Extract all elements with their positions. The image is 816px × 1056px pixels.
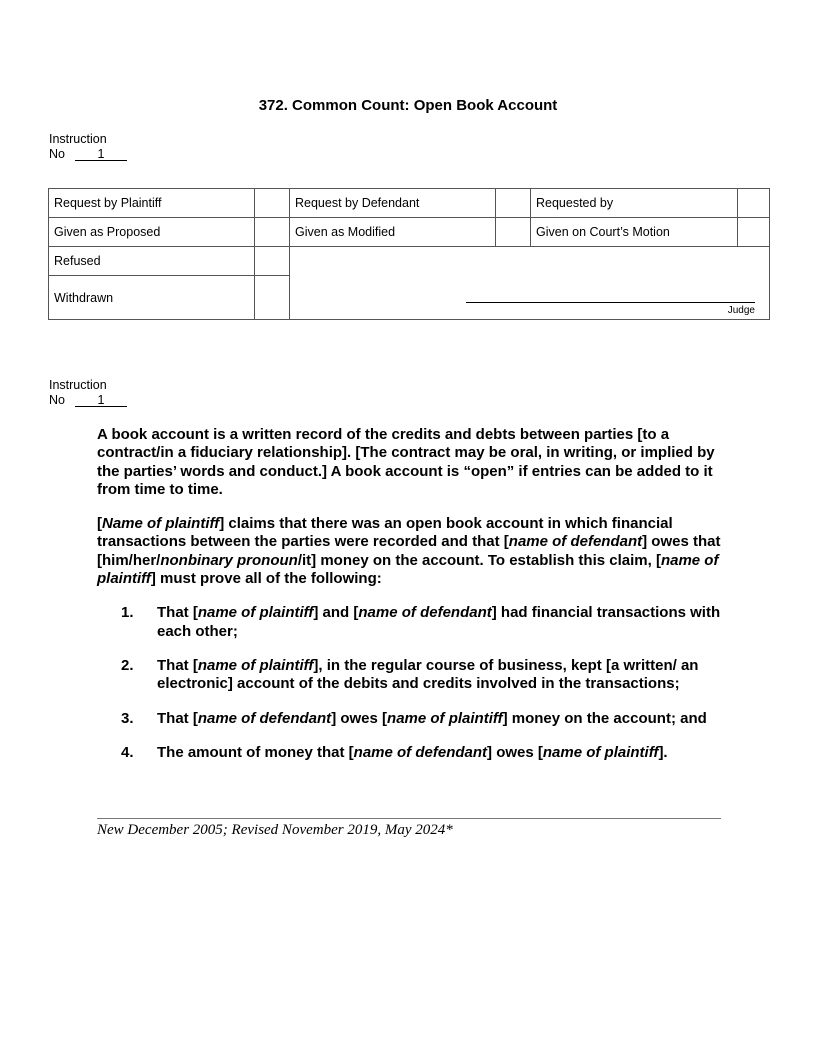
instruction-body [97,426,722,778]
list-item [97,710,722,728]
placeholder-name-of-defendant: name of defendant [508,533,643,551]
list-item [97,657,722,694]
judge-label: Judge [727,305,755,316]
text-run: ] must prove all of the following: [150,570,382,588]
text-run: That [ [157,656,198,674]
instruction-no-label: No [49,392,65,407]
instruction-label: Instruction [49,378,107,392]
text-run: ] had financial transactions with each other; [157,604,721,640]
given-on-courts-motion-checkbox[interactable] [738,218,770,247]
text-run: ]. [658,743,668,761]
list-item-number: 1. [121,604,134,622]
request-by-defendant-checkbox[interactable] [496,189,531,218]
judge-signature-cell [290,247,770,320]
placeholder-name-of-plaintiff: name of plaintiff [387,709,503,727]
text-run: ] claims that there was an open book account in which financial transactions between the parties were recorded and that [ [97,515,673,551]
placeholder-name-of-plaintiff: Name of plaintiff [102,515,220,533]
book-account-definition: A book account is a written record of the credits and debts between parties [to a contract/in a fiduciary relationship]. [The contract may be oral, in writing, or implied by the parties’ words and conduct.] A book account is “open” if entries can be added to it from time to time. [97,426,715,498]
text-run: That [ [157,604,198,622]
text-run: ] owes [ [487,743,543,761]
text-run: The amount of money that [ [157,743,354,761]
text-run: ] and [ [313,604,359,622]
revision-history: New December 2005; Revised November 2019, May 2024* [97,822,453,838]
text-run: [ [97,515,102,533]
given-as-modified-checkbox[interactable] [496,218,531,247]
judge-signature-line[interactable] [466,302,755,303]
placeholder-name-of-defendant: name of defendant [358,604,492,622]
withdrawn-label: Withdrawn [49,276,255,320]
claim-paragraph [97,515,722,588]
request-table [48,188,770,320]
footer-divider [97,818,721,819]
instruction-no-label: No [49,146,65,161]
page-title: 372. Common Count: Open Book Account [258,97,558,114]
text-run: ] money on the account; and [502,709,707,727]
text-run: ] owes that [him/her/ [97,533,721,569]
list-item [97,604,722,641]
placeholder-name-of-plaintiff: name of plaintiff [197,604,314,622]
text-run: ], in the regular course of business, kept [a written/ an electronic] account of the debits and credits involved in the transactions; [157,656,699,693]
given-as-proposed-checkbox[interactable] [255,218,290,247]
instruction-block-bottom [49,378,127,407]
given-on-courts-motion-label: Given on Court’s Motion [531,218,738,247]
placeholder-name-of-plaintiff: name of plaintiff [197,656,314,674]
list-item-number: 3. [121,709,134,727]
request-by-defendant-label: Request by Defendant [290,189,496,218]
placeholder-name-of-plaintiff: name of plaintiff [542,743,659,761]
instruction-no-field[interactable]: 1 [75,148,127,161]
placeholder-name-of-defendant: name of defendant [197,709,332,727]
given-as-modified-label: Given as Modified [290,218,496,247]
text-run: That [ [157,709,198,727]
given-as-proposed-label: Given as Proposed [49,218,255,247]
text-run: /it] money on the account. To establish this claim, [ [297,551,661,569]
request-by-plaintiff-label: Request by Plaintiff [49,189,255,218]
text-run: ] owes [ [331,709,388,727]
instruction-number-row [49,393,127,408]
requested-by-checkbox[interactable] [738,189,770,218]
list-item [97,744,722,762]
request-by-plaintiff-checkbox[interactable] [255,189,290,218]
placeholder-nonbinary-pronoun: nonbinary pronoun [160,551,298,569]
instruction-number-row [49,147,127,162]
elements-list [97,604,722,762]
list-item-number: 4. [121,743,134,761]
withdrawn-checkbox[interactable] [255,276,290,320]
refused-label: Refused [49,247,255,276]
instruction-label: Instruction [49,132,107,146]
refused-checkbox[interactable] [255,247,290,276]
placeholder-name-of-defendant: name of defendant [353,743,488,761]
instruction-no-field[interactable]: 1 [75,394,127,407]
instruction-block-top [49,132,127,161]
placeholder-name-of-plaintiff: name of plaintiff [97,551,719,588]
requested-by-label: Requested by [531,189,738,218]
list-item-number: 2. [121,656,134,674]
